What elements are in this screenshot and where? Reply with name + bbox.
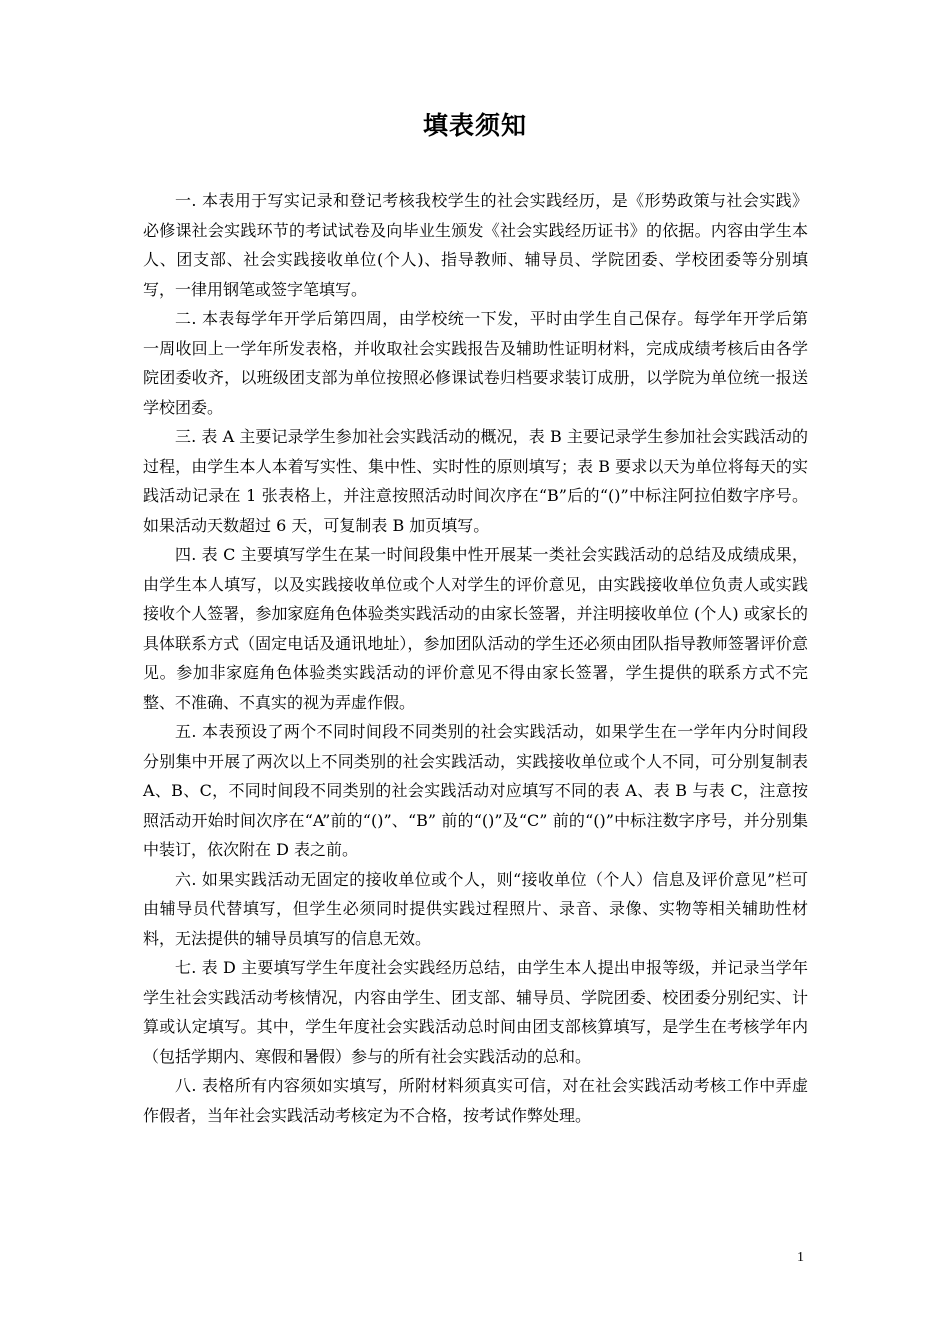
instruction-paragraph-6: 六. 如果实践活动无固定的接收单位或个人，则“接收单位（个人）信息及评价意见”栏可由辅导员代替填写，但学生必须同时提供实践过程照片、录音、录像、实物等相关辅助性材料，无法提供的辅导员填写的信息无效。 [143, 869, 808, 948]
instruction-paragraph-1: 一. 本表用于写实记录和登记考核我校学生的社会实践经历，是《形势政策与社会实践》必修课社会实践环节的考试试卷及向毕业生颁发《社会实践经历证书》的依据。内容由学生本人、团支部、社会实践接收单位(个人)、指导教师、辅导员、学院团委、学校团委等分别填写，一律用钢笔或签字笔填写。 [143, 191, 808, 299]
instruction-paragraph-4: 四. 表 C 主要填写学生在某一时间段集中性开展某一类社会实践活动的总结及成绩成果，由学生本人填写，以及实践接收单位或个人对学生的评价意见，由实践接收单位负责人或实践接收个人签署，参加家庭角色体验类实践活动的由家长签署，并注明接收单位 (个人) 或家长的具体联系方式（固定电话及通讯地址），参加团队活动的学生还必须由团队指导教师签署评价意见。参加非家庭角色体验类实践活动的评价意见不得由家长签署，学生提供的联系方式不完整、不准确、不真实的视为弄虚作假。 [143, 545, 808, 712]
instruction-paragraph-7: 七. 表 D 主要填写学生年度社会实践经历总结，由学生本人提出申报等级，并记录当学年学生社会实践活动考核情况，内容由学生、团支部、辅导员、学院团委、校团委分别纪实、计算或认定填写。其中，学生年度社会实践活动总时间由团支部核算填写，是学生在考核学年内（包括学期内、寒假和暑假）参与的所有社会实践活动的总和。 [143, 958, 808, 1066]
instruction-paragraph-5: 五. 本表预设了两个不同时间段不同类别的社会实践活动，如果学生在一学年内分时间段分别集中开展了两次以上不同类别的社会实践活动，实践接收单位或个人不同，可分别复制表 A、B、C，不同时间段不同类别的社会实践活动对应填写不同的表 A、表 B 与表 C，注意按照活动开始时间次序在“A”前的“()”、“B” 前的“()”及“C” 前的“()”中标注数字序号，并分别集中装订，依次附在 D 表之前。 [143, 722, 808, 859]
instruction-paragraph-2: 二. 本表每学年开学后第四周，由学校统一下发，平时由学生自己保存。每学年开学后第一周收回上一学年所发表格，并收取社会实践报告及辅助性证明材料，完成成绩考核后由各学院团委收齐，以班级团支部为单位按照必修课试卷归档要求装订成册，以学院为单位统一报送学校团委。 [143, 309, 808, 417]
instructions-body [143, 186, 808, 1130]
page-title: 填表须知 [422, 111, 527, 140]
instruction-paragraph-8: 八. 表格所有内容须如实填写，所附材料须真实可信，对在社会实践活动考核工作中弄虚作假者，当年社会实践活动考核定为不合格，按考试作弊处理。 [143, 1076, 808, 1125]
instruction-paragraph-3: 三. 表 A 主要记录学生参加社会实践活动的概况，表 B 主要记录学生参加社会实践活动的过程，由学生本人本着写实性、集中性、实时性的原则填写；表 B 要求以天为单位将每天的实践活动记录在 1 张表格上，并注意按照活动时间次序在“B”后的“()”中标注阿拉伯数字序号。如果活动天数超过 6 天，可复制表 B 加页填写。 [143, 427, 808, 535]
page-number: 1 [797, 1250, 804, 1265]
